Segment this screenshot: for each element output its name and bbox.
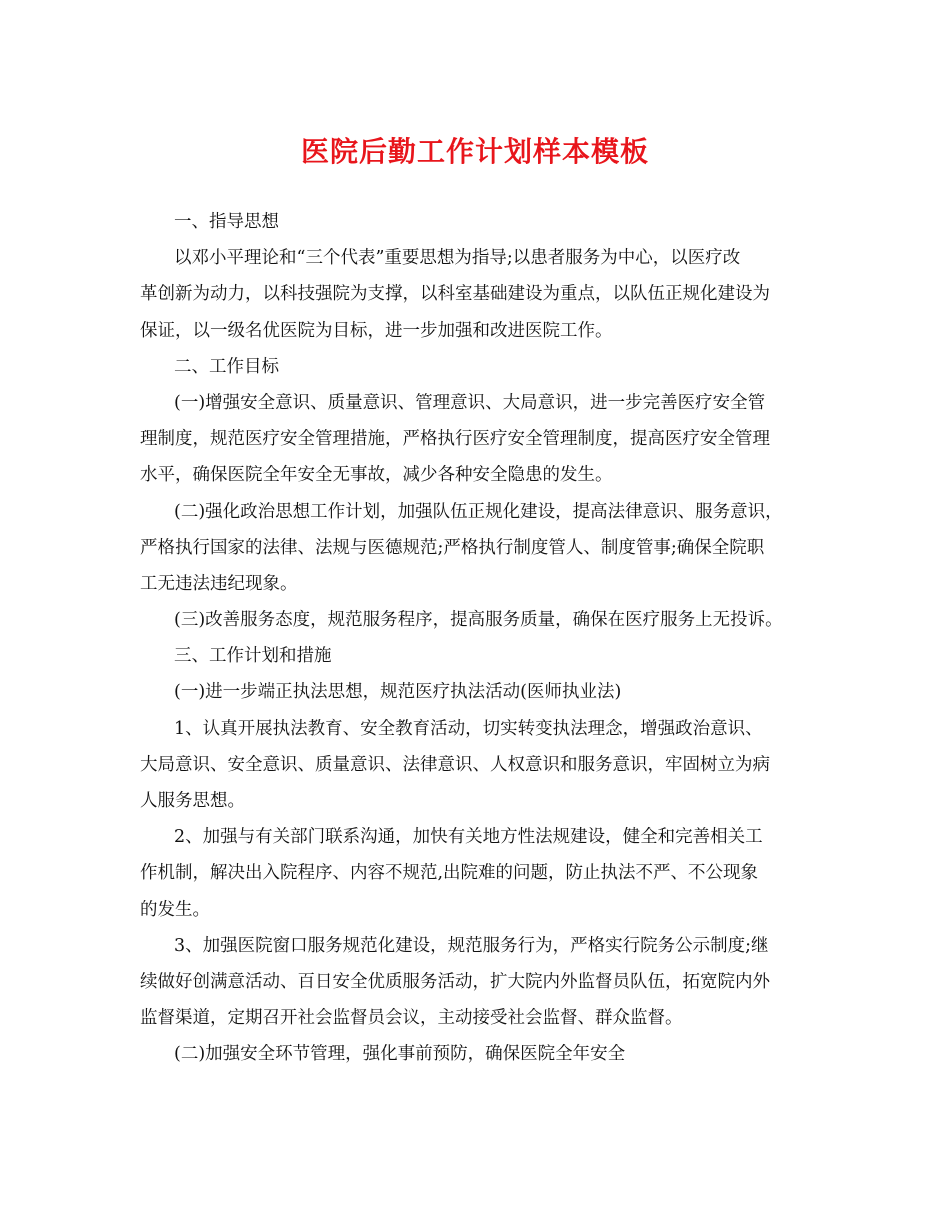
text-line: 二、工作目标	[174, 356, 279, 377]
text-line: 2、加强与有关部门联系沟通，加快有关地方性法规建设，健全和完善相关工	[174, 827, 763, 848]
text-line: 人服务思想。	[140, 791, 245, 811]
text-line: 以邓小平理论和“三个代表”重要思想为指导;以患者服务为中心，以医疗改	[174, 248, 741, 269]
document-body	[140, 209, 830, 1078]
text-line: (二)加强安全环节管理，强化事前预防，确保医院全年安全	[174, 1044, 626, 1065]
text-line: 作机制，解决出入院程序、内容不规范,出院难的问题，防止执法不严、不公现象	[140, 863, 759, 884]
text-line: 保证，以一级名优医院为目标，进一步加强和改进医院工作。	[140, 320, 613, 341]
text-line: (三)改善服务态度，规范服务程序，提高服务质量，确保在医疗服务上无投诉。	[174, 610, 783, 631]
text-line: 水平，确保医院全年安全无事故，减少各种安全隐患的发生。	[140, 465, 613, 486]
text-line: 三、工作计划和措施	[174, 646, 332, 667]
text-line: 监督渠道，定期召开社会监督员会议，主动接受社会监督、群众监督。	[140, 1008, 683, 1029]
text-line: 工无违法违纪现象。	[140, 573, 298, 594]
text-line: 3、加强医院窗口服务规范化建设，规范服务行为，严格实行院务公示制度;继	[174, 935, 769, 956]
text-line: (一)进一步端正执法思想，规范医疗执法活动(医师执业法)	[174, 682, 622, 703]
text-line: 严格执行国家的法律、法规与医德规范;严格执行制度管人、制度管事;确保全院职	[140, 537, 765, 558]
text-line: (二)强化政治思想工作计划，加强队伍正规化建设，提高法律意识、服务意识，	[174, 501, 783, 522]
text-line: 续做好创满意活动、百日安全优质服务活动，扩大院内外监督员队伍，拓宽院内外	[140, 971, 770, 992]
text-line: 一、指导思想	[174, 212, 279, 232]
document-title: 医院后勤工作计划样本模板	[300, 135, 649, 168]
text-line: 1、认真开展执法教育、安全教育活动，切实转变执法理念，增强政治意识、	[174, 718, 763, 739]
text-line: 革创新为动力，以科技强院为支撑，以科室基础建设为重点，以队伍正规化建设为	[140, 284, 770, 305]
text-line: 大局意识、安全意识、质量意识、法律意识、人权意识和服务意识，牢固树立为病	[140, 754, 770, 775]
text-line: 理制度，规范医疗安全管理措施，严格执行医疗安全管理制度，提高医疗安全管理	[140, 429, 770, 450]
text-line: (一)增强安全意识、质量意识、管理意识、大局意识，进一步完善医疗安全管	[174, 392, 766, 413]
text-line: 的发生。	[140, 899, 210, 920]
